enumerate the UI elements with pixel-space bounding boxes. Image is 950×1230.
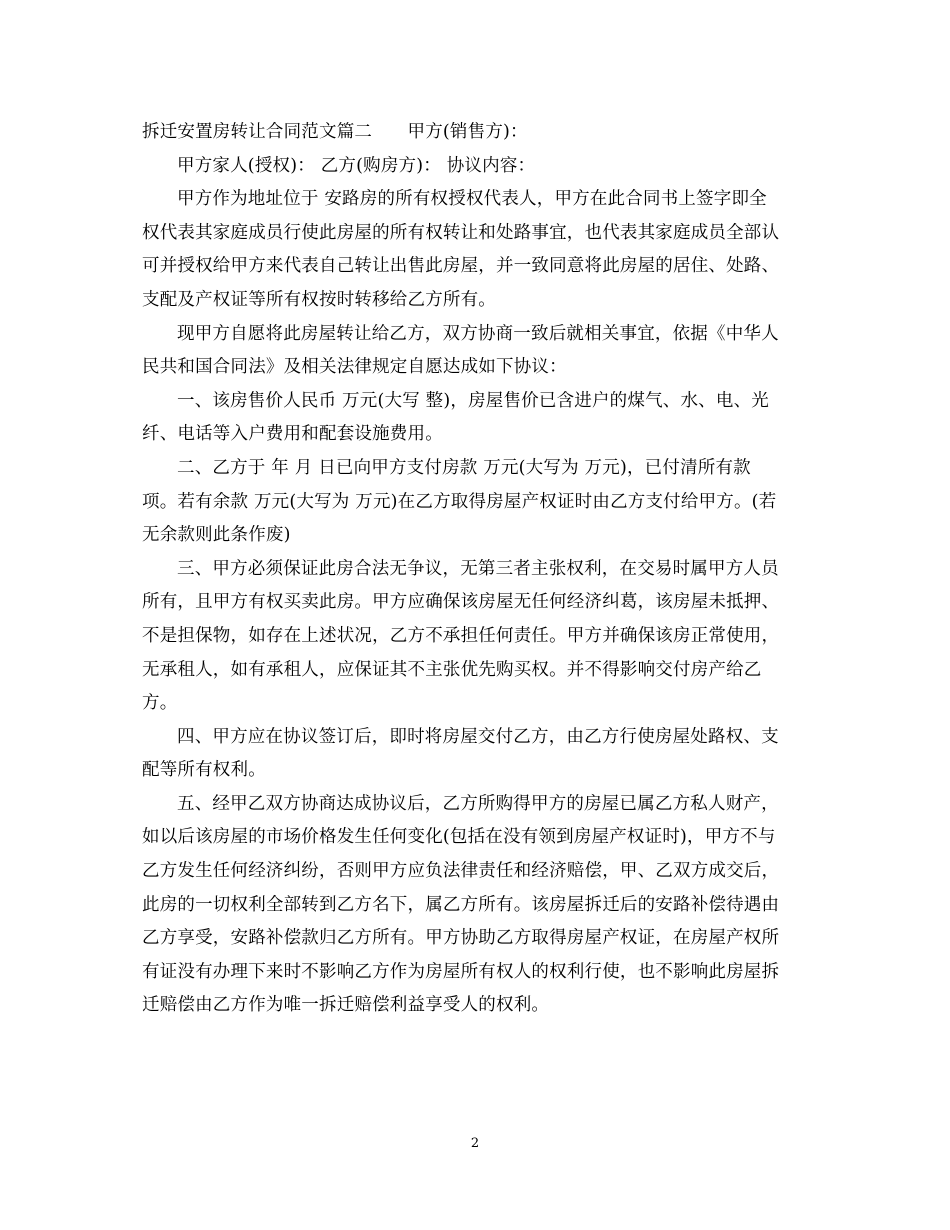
clause-5-line: 五、经甲乙双方协商达成协议后，乙方所购得甲方的房屋已属乙方私人财产， bbox=[177, 793, 779, 814]
paragraph-line: 甲方家人(授权)： 乙方(购房方)： 协议内容： bbox=[177, 155, 536, 176]
clause-1-line: 纤、电话等入户费用和配套设施费用。 bbox=[142, 424, 443, 445]
paragraph-line: 支配及产权证等所有权按时转移给乙方所有。 bbox=[142, 289, 496, 310]
document-body bbox=[142, 116, 808, 1023]
clause-5-line: 迁赔偿由乙方作为唯一拆迁赔偿利益享受人的权利。 bbox=[142, 995, 550, 1016]
clause-3-line: 三、甲方必须保证此房合法无争议，无第三者主张权利，在交易时属甲方人员 bbox=[177, 558, 779, 579]
clause-3-line: 无承租人，如有承租人，应保证其不主张优先购买权。并不得影响交付房产给乙 bbox=[142, 659, 762, 680]
clause-5-line: 有证没有办理下来时不影响乙方作为房屋所有权人的权利行使，也不影响此房屋拆 bbox=[142, 961, 780, 982]
clause-2-line: 二、乙方于 年 月 日已向甲方支付房款 万元(大写为 万元)，已付清所有款 bbox=[177, 457, 751, 478]
clause-5-line: 乙方享受，安路补偿款归乙方所有。甲方协助乙方取得房屋产权证，在房屋产权所 bbox=[142, 928, 780, 949]
paragraph-line: 甲方作为地址位于 安路房的所有权授权代表人，甲方在此合同书上签字即全 bbox=[177, 189, 767, 210]
clause-5-line: 乙方发生任何经济纠纷，否则甲方应负法律责任和经济赔偿，甲、乙双方成交后， bbox=[142, 861, 780, 882]
paragraph-line: 现甲方自愿将此房屋转让给乙方，双方协商一致后就相关事宜，依据《中华人 bbox=[177, 323, 779, 344]
clause-3-line: 不是担保物，如存在上述状况，乙方不承担任何责任。甲方并确保该房正常使用， bbox=[142, 625, 780, 646]
clause-3-line: 所有，且甲方有权买卖此房。甲方应确保该房屋无任何经济纠葛，该房屋未抵押、 bbox=[142, 592, 780, 613]
paragraph-line: 可并授权给甲方来代表自己转让出售此房屋，并一致同意将此房屋的居住、处路、 bbox=[142, 256, 780, 277]
clause-1-line: 一、该房售价人民币 万元(大写 整)，房屋售价已含进户的煤气、水、电、光 bbox=[177, 390, 769, 411]
paragraph-line: 权代表其家庭成员行使此房屋的所有权转让和处路事宜，也代表其家庭成员全部认 bbox=[142, 222, 780, 243]
clause-5-line: 此房的一切权利全部转到乙方名下，属乙方所有。该房屋拆迁后的安路补偿待遇由 bbox=[142, 894, 780, 915]
paragraph-line: 民共和国合同法》及相关法律规定自愿达成如下协议： bbox=[142, 357, 567, 378]
clause-4-line: 四、甲方应在协议签订后，即时将房屋交付乙方，由乙方行使房屋处路权、支 bbox=[177, 726, 779, 747]
clause-2-line: 项。若有余款 万元(大写为 万元)在乙方取得房屋产权证时由乙方支付给甲方。(若 bbox=[142, 491, 777, 512]
heading-line: 拆迁安置房转让合同范文篇二 甲方(销售方)： bbox=[142, 122, 528, 142]
clause-3-line: 方。 bbox=[142, 693, 178, 714]
page-number: 2 bbox=[470, 1136, 480, 1151]
clause-5-line: 如以后该房屋的市场价格发生任何变化(包括在没有领到房屋产权证时)，甲方不与 bbox=[142, 827, 776, 848]
clause-4-line: 配等所有权利。 bbox=[142, 760, 266, 781]
clause-2-line: 无余款则此条作废) bbox=[142, 525, 291, 546]
